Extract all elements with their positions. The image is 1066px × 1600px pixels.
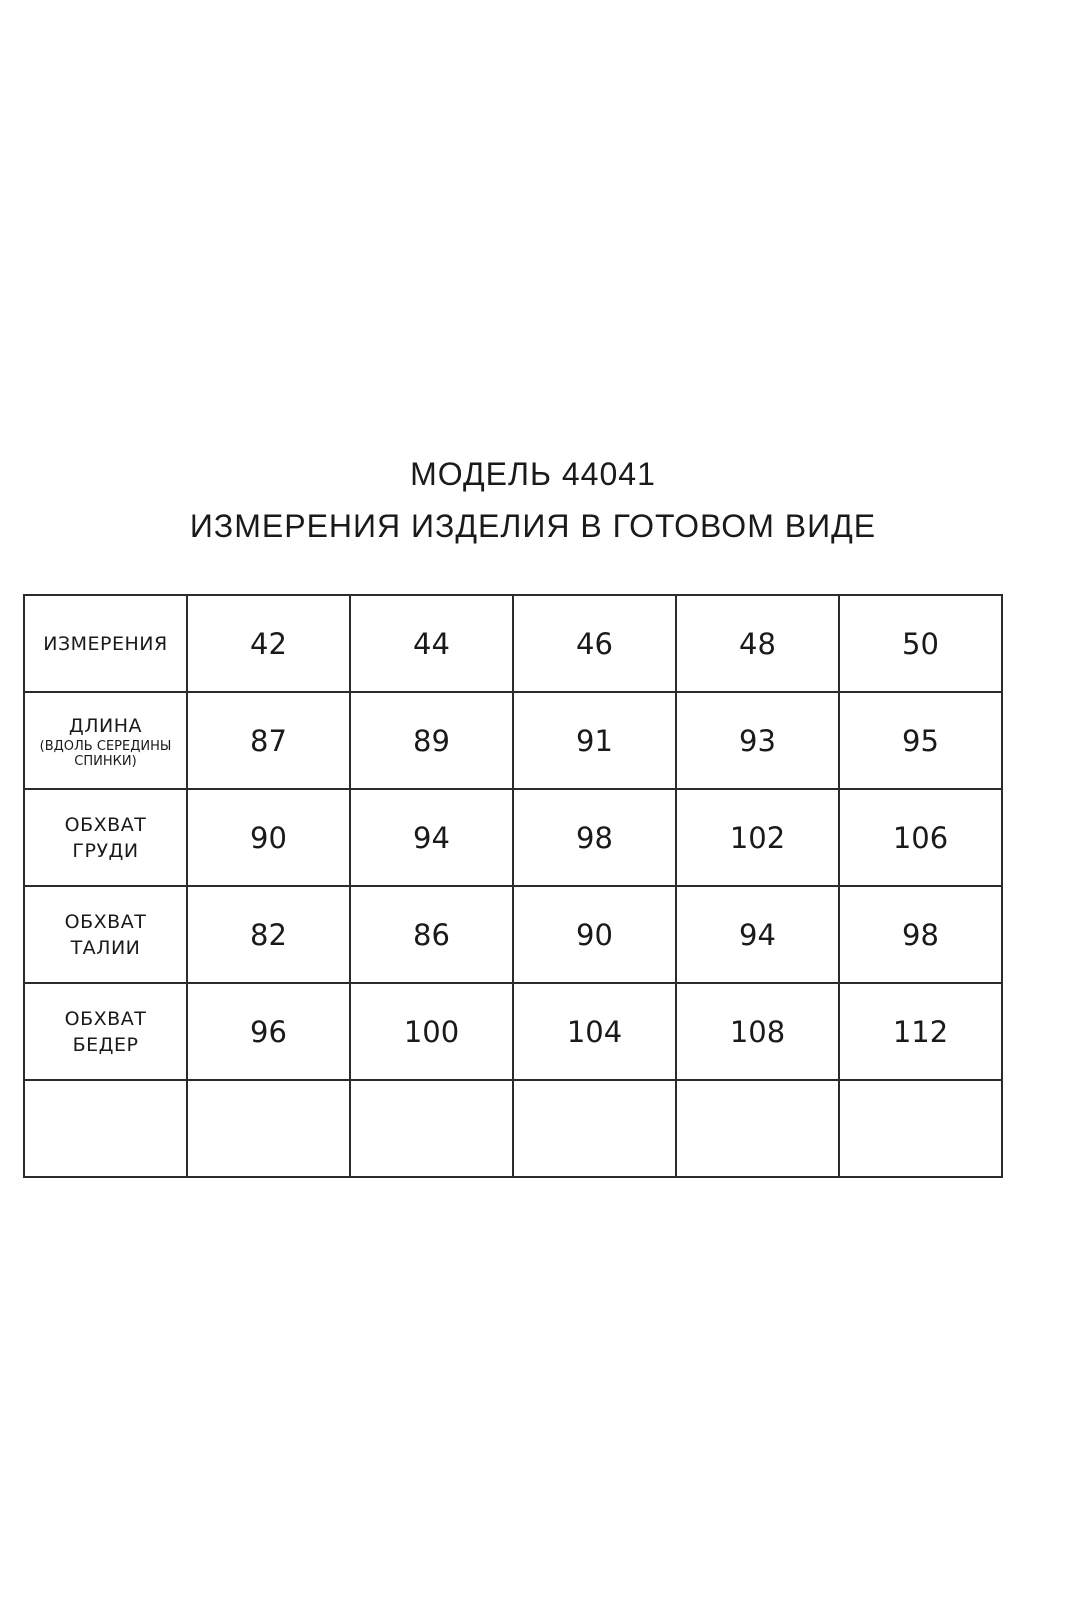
model-title: МОДЕЛЬ 44041 xyxy=(410,456,656,492)
size-table-body xyxy=(24,595,1002,1177)
size-cell: 44 xyxy=(350,595,513,692)
row-label-cell xyxy=(24,983,187,1080)
measurement-cell xyxy=(187,1080,350,1177)
measurement-cell: 106 xyxy=(839,789,1002,886)
measurement-cell: 98 xyxy=(513,789,676,886)
measurement-cell: 90 xyxy=(187,789,350,886)
row-label-line: ОБХВАТ xyxy=(64,910,147,933)
table-header-row xyxy=(24,595,1002,692)
row-label-cell xyxy=(24,886,187,983)
measurement-cell: 87 xyxy=(187,692,350,789)
measurement-cell: 91 xyxy=(513,692,676,789)
measurement-cell: 102 xyxy=(676,789,839,886)
measurement-cell xyxy=(513,1080,676,1177)
table-row xyxy=(24,886,1002,983)
measurements-subtitle: ИЗМЕРЕНИЯ ИЗДЕЛИЯ В ГОТОВОМ ВИДЕ xyxy=(189,508,877,544)
row-label-line: БЕДЕР xyxy=(72,1033,139,1056)
row-label-cell xyxy=(24,789,187,886)
measurement-cell: 93 xyxy=(676,692,839,789)
size-cell: 50 xyxy=(839,595,1002,692)
measurement-cell: 89 xyxy=(350,692,513,789)
measurement-cell: 98 xyxy=(839,886,1002,983)
measurement-cell xyxy=(839,1080,1002,1177)
table-row xyxy=(24,692,1002,789)
measurement-cell xyxy=(350,1080,513,1177)
table-row xyxy=(24,789,1002,886)
row-label-note: СПИНКИ) xyxy=(74,753,137,769)
row-label-cell xyxy=(24,692,187,789)
measurement-cell: 94 xyxy=(676,886,839,983)
measurement-cell: 108 xyxy=(676,983,839,1080)
row-label-cell xyxy=(24,1080,187,1177)
header-label-cell: ИЗМЕРЕНИЯ xyxy=(24,595,187,692)
row-label-line: ДЛИНА xyxy=(68,714,143,737)
size-table xyxy=(23,594,1003,1178)
row-label-note: (ВДОЛЬ СЕРЕДИНЫ xyxy=(39,738,172,754)
measurement-cell: 104 xyxy=(513,983,676,1080)
row-label-line: ТАЛИИ xyxy=(70,936,141,959)
table-row xyxy=(24,1080,1002,1177)
table-row xyxy=(24,983,1002,1080)
size-cell: 48 xyxy=(676,595,839,692)
measurement-cell: 100 xyxy=(350,983,513,1080)
measurement-cell: 112 xyxy=(839,983,1002,1080)
measurement-cell: 96 xyxy=(187,983,350,1080)
measurement-cell: 90 xyxy=(513,886,676,983)
row-label-line: ОБХВАТ xyxy=(64,813,147,836)
row-label-line: ОБХВАТ xyxy=(64,1007,147,1030)
measurement-cell xyxy=(676,1080,839,1177)
measurement-cell: 95 xyxy=(839,692,1002,789)
measurement-cell: 94 xyxy=(350,789,513,886)
measurement-cell: 86 xyxy=(350,886,513,983)
size-cell: 42 xyxy=(187,595,350,692)
size-cell: 46 xyxy=(513,595,676,692)
row-label-line: ГРУДИ xyxy=(72,839,139,862)
measurement-cell: 82 xyxy=(187,886,350,983)
